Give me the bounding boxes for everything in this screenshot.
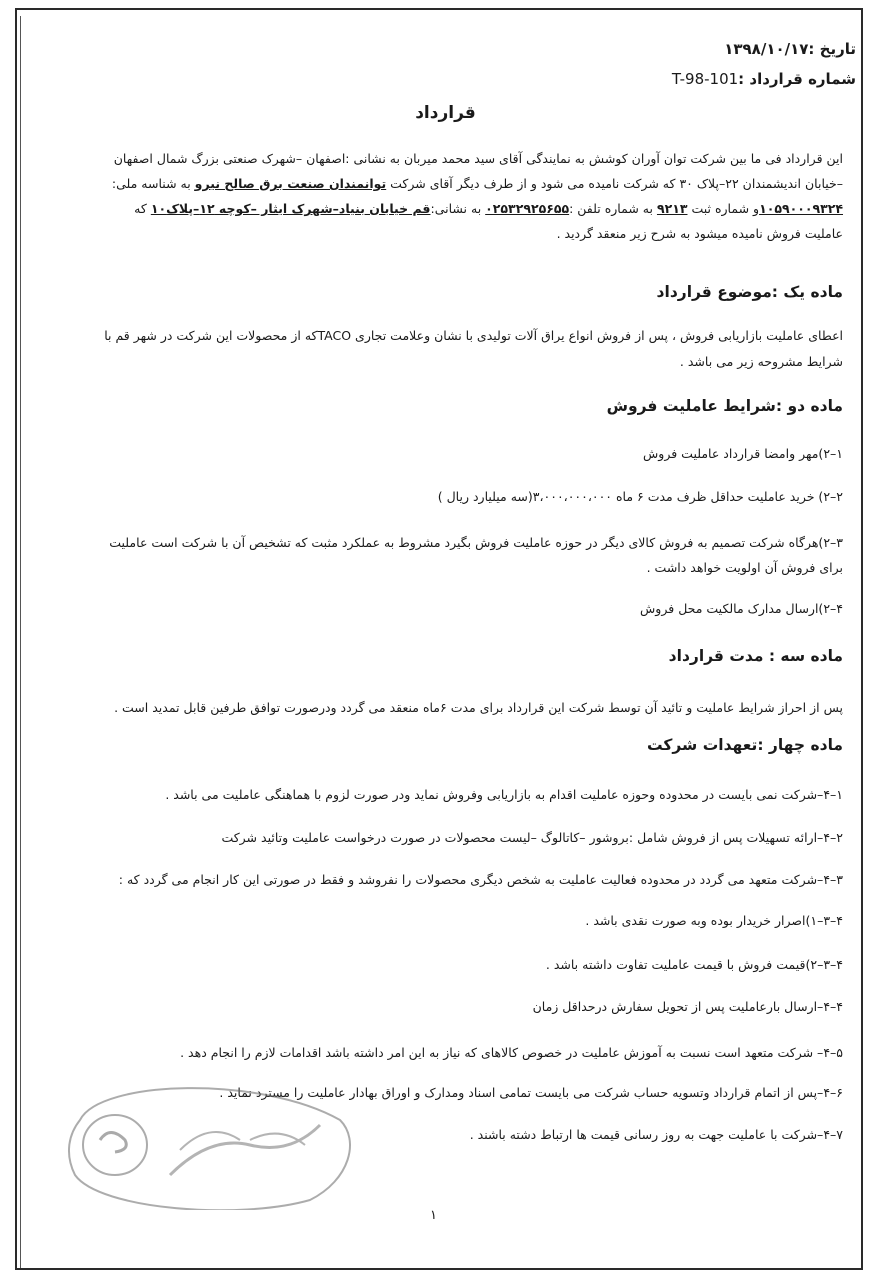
intro-line-2 <box>43 173 843 195</box>
intro-line-3b: به شماره تلفن : <box>569 201 657 216</box>
company-stamp <box>60 1080 360 1210</box>
intro-line-1: این قرارداد فی ما بین شرکت توان آوران کوشش به نمایندگی آقای سید محمد میربان به نشانی :اصفهان –شهرک صنعتی بزرگ شمال اصفهان <box>113 151 843 166</box>
intro-line-3c: به نشانی: <box>430 201 486 216</box>
article-2-item-1: ۱–۲)مهر وامضا قرارداد عاملیت فروش <box>643 446 843 461</box>
intro-line-3d: که <box>134 201 151 216</box>
contract-number <box>672 70 856 88</box>
intro-line-2a: –خیابان اندیشمندان ۲۲–پلاک ۳۰ که شرکت نامیده می شود و از طرف دیگر آقای شرکت <box>386 176 843 191</box>
article-1-line-1: اعطای عاملیت بازاریابی فروش ، پس از فروش انواع یراق آلات تولیدی با نشان وعلامت تجاری TACOکه از محصولات این شرکت در شهر قم با <box>104 328 843 343</box>
article-4-item-2: ۲–۴–ارائه تسهیلات پس از فروش شامل :بروشور –کاتالوگ –لیست محصولات در صورت درخواست عاملیت وتائید شرکت <box>221 830 843 845</box>
contract-number-value: T-98-101 <box>671 70 739 88</box>
article-2-item-3-cont: برای فروش آن اولویت خواهد داشت . <box>646 560 843 575</box>
article-4-item-6: ۶–۴–پس از اتمام قرارداد وتسویه حساب شرکت می بایست تمامی اسناد ومدارک و اوراق بهادار عاملیت را مسترد نماید . <box>219 1085 843 1100</box>
article-4-item-4: ۴–۴–ارسال بارعاملیت پس از تحویل سفارش درحداقل زمان <box>532 999 843 1014</box>
article-3-text: پس از احراز شرایط عاملیت و تائید آن توسط شرکت این قرارداد برای مدت ۶ماه منعقد می گردد ودرصورت توافق طرفین قابل تمدید است . <box>114 700 843 715</box>
article-4-heading: ماده چهار :تعهدات شرکت <box>646 736 843 754</box>
intro-line-2b: به شناسه ملی: <box>111 176 195 191</box>
article-2-item-3: ۳–۲)هرگاه شرکت تصمیم به فروش کالای دیگر در حوزه عاملیت فروش بگیرد مشروط به عملکرد مثبت که تشخیص آن با شرکت است عاملیت <box>109 535 843 550</box>
article-4-item-3-2: ۴–۳–۲)قیمت فروش با قیمت عاملیت تفاوت داشته باشد . <box>545 957 843 972</box>
article-4-item-1: ۱–۴–شرکت نمی بایست در محدوده وحوزه عاملیت اقدام به بازاریابی وفروش نماید ودر صورت لزوم با هماهنگی عاملیت می باشد . <box>165 787 843 802</box>
agent-address: قم خیابان بنیاد–شهرک ایثار –کوچه ۱۲–پلاک۱۰ <box>150 201 431 216</box>
phone-number: ۰۲۵۳۲۹۲۵۶۵۵ <box>485 201 570 216</box>
article-2-item-4: ۴–۲)ارسال مدارک مالکیت محل فروش <box>640 601 843 616</box>
page-number: ۱ <box>430 1208 437 1223</box>
article-4-item-3-1: ۴–۳–۱)اصرار خریدار بوده وبه صورت نقدی باشد . <box>585 913 843 928</box>
national-id: ۱۰۵۹۰۰۰۹۳۲۴ <box>759 201 843 216</box>
document-title: قرارداد <box>415 103 476 123</box>
article-2-item-2: ۲–۲) خرید عاملیت حداقل ظرف مدت ۶ ماه ۳،۰۰۰،۰۰۰،۰۰۰(سه میلیارد ریال ) <box>437 489 843 504</box>
article-3-heading: ماده سه : مدت قرارداد <box>668 647 843 665</box>
article-4-item-7: ۷–۴–شرکت با عاملیت جهت به روز رسانی قیمت ها ارتباط دشته باشند . <box>469 1127 843 1142</box>
contract-date: تاریخ :۱۳۹۸/۱۰/۱۷ <box>724 40 856 58</box>
intro-line-3 <box>43 198 843 220</box>
article-4-item-5: ۵–۴– شرکت متعهد است نسبت به آموزش عاملیت در خصوص کالاهای که نیاز به این امر داشته باشد اقدامات لازم را انجام دهد . <box>180 1045 843 1060</box>
agent-company-name: توانمندان صنعت برق صالح نیرو <box>194 176 387 191</box>
intro-line-4: عاملیت فروش نامیده میشود به شرح زیر منعقد گردید . <box>556 226 843 241</box>
intro-line-3a: و شماره ثبت <box>687 201 760 216</box>
contract-number-label: شماره قرارداد : <box>738 70 856 88</box>
article-2-heading: ماده دو :شرایط عاملیت فروش <box>606 397 843 415</box>
article-1-line-2: شرایط مشروحه زیر می باشد . <box>679 354 843 369</box>
article-1-heading: ماده یک :موضوع قرارداد <box>656 283 843 301</box>
article-4-item-3: ۳–۴–شرکت متعهد می گردد در محدوده فعالیت عاملیت به شخص دیگری محصولات را نفروشد و فقط در صورتی این کار انجام می گردد که : <box>118 872 843 887</box>
registration-number: ۹۲۱۳ <box>656 201 688 216</box>
